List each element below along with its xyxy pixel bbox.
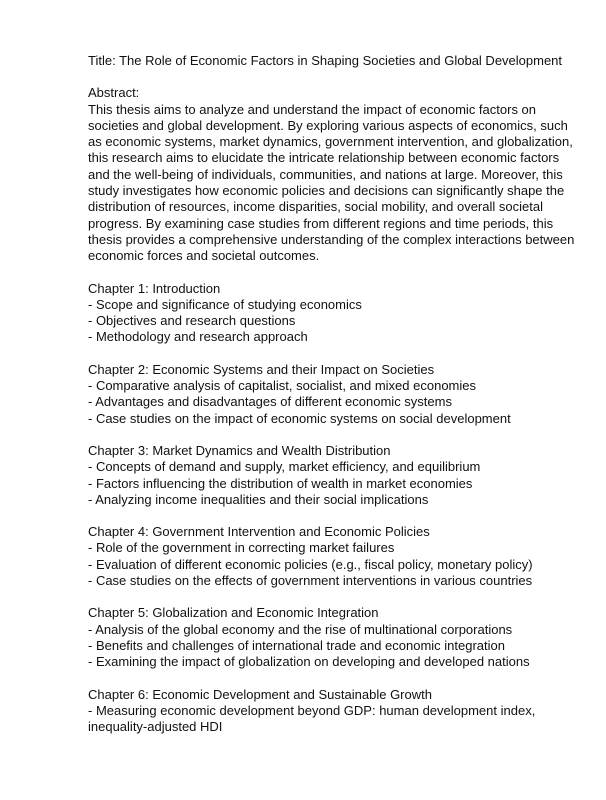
- chapter-item-list: [88, 297, 578, 346]
- chapter-heading: Chapter 5: Globalization and Economic Integration: [88, 605, 379, 621]
- chapter-item-list: [88, 459, 578, 508]
- chapter-item-list: [88, 378, 578, 427]
- chapter-item: - Measuring economic development beyond GDP: human development index, inequality-adjusted HDI: [88, 702, 536, 735]
- document-title: Title: The Role of Economic Factors in Shaping Societies and Global Development: [88, 53, 563, 68]
- chapter-item: - Evaluation of different economic policies (e.g., fiscal policy, monetary policy): [88, 556, 533, 572]
- chapter-item: - Benefits and challenges of international trade and economic integration: [88, 637, 505, 653]
- chapter-1: [88, 281, 578, 346]
- abstract-body: This thesis aims to analyze and understand the impact of economic factors on societies and global development. By exploring various aspects of economics, such as economic systems, market dynamics, government intervention, and globalization, this research aims to elucidate the intricate relationship between economic factors and the well-being of individuals, communities, and nations at large. Moreover, this study investigates how economic policies and decisions can significantly shape the distribution of resources, income disparities, social mobility, and overall societal progress. By examining case studies from different regions and time periods, this thesis provides a comprehensive understanding of the complex interactions between economic forces and societal outcomes.: [88, 101, 575, 264]
- chapter-heading: Chapter 3: Market Dynamics and Wealth Distribution: [88, 442, 391, 458]
- chapter-item: - Analysis of the global economy and the rise of multinational corporations: [88, 621, 513, 637]
- chapter-5: [88, 605, 578, 670]
- chapter-6: [88, 687, 578, 736]
- chapter-heading: Chapter 1: Introduction: [88, 280, 221, 296]
- document-page: [88, 53, 578, 751]
- chapter-item: - Advantages and disadvantages of different economic systems: [88, 394, 452, 410]
- chapter-item-list: [88, 622, 578, 671]
- chapter-item: - Factors influencing the distribution of wealth in market economies: [88, 475, 473, 491]
- chapter-item: - Case studies on the effects of government interventions in various countries: [88, 573, 533, 589]
- abstract-heading: Abstract:: [88, 85, 140, 101]
- chapter-4: [88, 524, 578, 589]
- chapter-2: [88, 362, 578, 427]
- chapter-item: - Methodology and research approach: [88, 329, 308, 345]
- chapter-item-list: [88, 540, 578, 589]
- chapter-item: - Case studies on the impact of economic systems on social development: [88, 410, 511, 426]
- chapter-heading: Chapter 4: Government Intervention and Economic Policies: [88, 524, 430, 540]
- chapter-item: - Role of the government in correcting market failures: [88, 540, 395, 556]
- chapter-item: - Analyzing income inequalities and their social implications: [88, 491, 429, 507]
- chapter-item: - Objectives and research questions: [88, 313, 296, 329]
- chapter-heading: Chapter 6: Economic Development and Sustainable Growth: [88, 686, 432, 702]
- chapter-item: - Scope and significance of studying economics: [88, 296, 362, 312]
- chapter-item-list: [88, 703, 578, 736]
- chapter-item: - Concepts of demand and supply, market efficiency, and equilibrium: [88, 459, 481, 475]
- chapter-3: [88, 443, 578, 508]
- chapter-item: - Examining the impact of globalization on developing and developed nations: [88, 654, 530, 670]
- chapter-heading: Chapter 2: Economic Systems and their Impact on Societies: [88, 361, 435, 377]
- chapter-item: - Comparative analysis of capitalist, socialist, and mixed economies: [88, 378, 477, 394]
